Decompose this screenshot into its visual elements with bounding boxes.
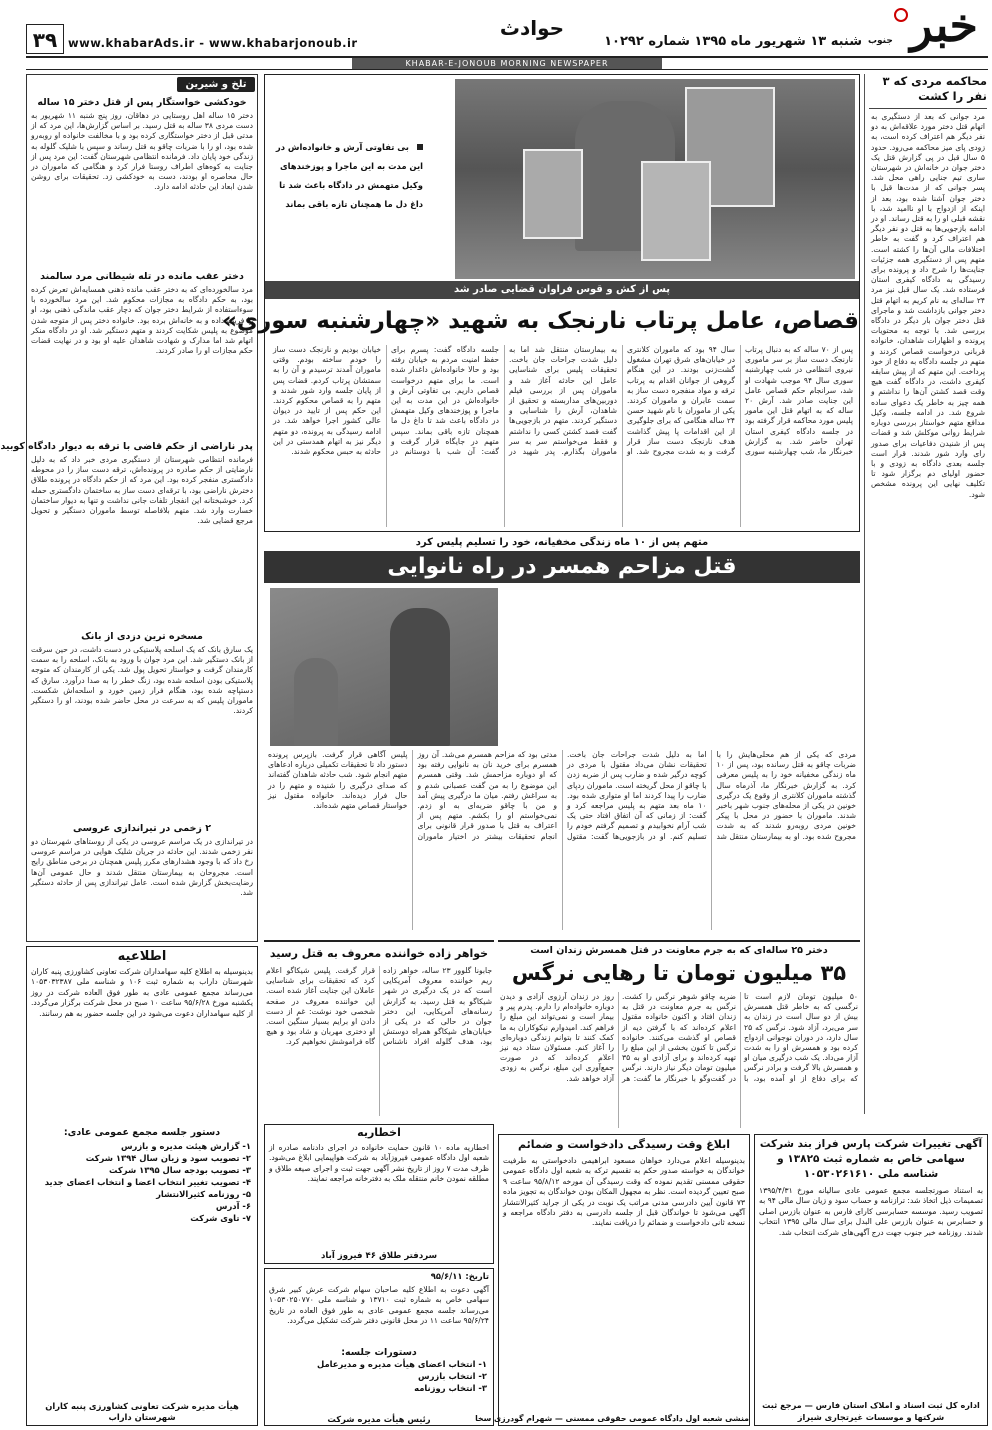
third-story-kicker: دختر ۲۵ ساله‌ای که به جرم معاونت در قتل همسرش زندان است <box>530 945 828 956</box>
agenda-item: ۲- انتخاب بازرس <box>418 1371 487 1381</box>
sidebar-item-body: فرمانده انتظامی شهرستان از دستگیری مردی خبر داد که به دلیل نارضایتی از حکم صادره در پرونده‌اش، ترقه دست ساز را در محوطه دادگستری منفجر کرده بود. این مرد که از حکم دادگاه در پرونده طلاق دخترش ناراضی بود، با ترقه‌ای دست ساز به ساختمان دادگستری حمله کرد. خوشبختانه این انفجار تلفات جانی نداشت و تنها به دیوار ساختمان خسارت وارد شد. متهم بلافاصله توسط ماموران دستگیر و تحویل مرجع قضایی شد. <box>31 455 253 526</box>
newspaper-logo <box>868 2 978 54</box>
invite-notice-agenda <box>265 1358 493 1394</box>
sidebar-label: تلخ و شیرین <box>177 77 255 92</box>
invite-notice-agenda-title: دستورات جلسه: <box>341 1347 417 1358</box>
agenda-item: ۷- تاوی شرکت <box>190 1213 251 1223</box>
date-line: شنبه ۱۳ شهریور ماه ۱۳۹۵ شماره ۱۰۲۹۲ <box>604 34 862 49</box>
sidebar-item-title: پدر ناراضی از حکم قاضی با ترقه به دیوار دادگاه کوبید <box>0 441 253 452</box>
main-story-kicker: پس از کش و قوس فراوان قضایی صادر شد <box>265 281 859 299</box>
person-silhouette-icon <box>390 608 450 746</box>
coop-notice-body: بدینوسیله به اطلاع کلیه سهامداران شرکت تعاونی کشاورزی پنبه کاران شهرستان داراب به شماره ثبت ۱۰۶ و شناسه ملی ۱۰۵۳۰۳۲۳۸۷ می‌رساند مجمع عمومی عادی به طور فوق العاده شرکت در روز یکشنبه مورخ ۹۵/۶/۲۸ ساعت ۱۰ صبح در محل شرکت برگزار می‌گردد. از کلیه سهامداران دعوت می‌شود در این جلسه حضور به هم رسانند. <box>31 967 254 1018</box>
main-story-photo <box>455 79 855 279</box>
coop-notice <box>26 946 258 1426</box>
court-notice-footer: سردفتر طلاق ۴۶ فیروز آباد <box>320 1251 438 1261</box>
sidebar-item-title: ۲ زخمی در تیراندازی عروسی <box>72 823 212 834</box>
coop-notice-agenda-title: دستور جلسه مجمع عمومی عادی: <box>63 1127 221 1138</box>
sidebar <box>0 74 258 942</box>
agenda-item: ۶- آدرس <box>215 1201 251 1211</box>
sidebar-item-body: دختر ۱۵ ساله اهل روستایی در دهاقان، روز پنج شنبه ۱۱ شهریور به دست مردی ۳۸ ساله به قتل رسید. بر اساس گزارش‌ها، این مرد که از مدتی قبل از دختر خواستگاری کرده بود و با مخالفت خانواده او روبه‌رو شده بود، او را با ضربات چاقو به قتل رساند و سپس با شلیک گلوله به زندگی خود پایان داد. فرمانده انتظامی شهرستان گفت: این مرد پس از جنایت به کوه‌های اطراف روستا فرار کرد و هنگامی که ماموران در حال محاصره او بودند، دست به خودکشی زد. تحقیقات برای روشن شدن ابعاد این حادثه ادامه دارد. <box>31 111 253 192</box>
invite-notice-date: تاریخ: ۹۵/۶/۱۱ <box>430 1271 489 1281</box>
second-story-body-top <box>504 588 856 748</box>
agenda-item: ۴- تصویب تغییر انتخاب اعضا و انتخاب اعضای جدید <box>44 1177 251 1187</box>
caption-text: بی تفاوتی آرش و خانواده‌اش در این مدت به این ماجرا و پوزخندهای وکیل متهمش در دادگاه باعث شد تا داغ دل ما همچنان تازه باقی بماند <box>275 142 423 209</box>
right-column-body: مرد جوانی که بعد از دستگیری به اتهام قتل دختر مورد علاقه‌اش به دو نفر دیگر هم اعتراف کرده است، به زودی پای میز محاکمه می‌رود. حدود ۵ سال قبل در پی گزارش قتل یک دختر جوان در خانه‌اش در شهرستان ساری تیم جنایی راهی محل شد. پسر جوانی که از مدت‌ها قبل با دختر جوان آشنا شده بود، بعد از اینکه از ازدواج با او ناامید شد، با نقشه قبلی او را به قتل رساند. او در ادامه بازجویی‌ها به قتل دو نفر دیگر هم اعتراف کرد و گفت به خاطر اختلافات مالی آن‌ها را کشته است. متهم پس از دستگیری همه جزئیات جنایت‌ها را شرح داد و پرونده برای رسیدگی به دادگاه کیفری استان فرستاده شد. یک سال قبل نیز مرد ۲۴ ساله‌ای به نام کریم به اتهام قتل دختر جوانی بازداشت شد و ماجرای قتل دختر جوان بار دیگر در دادگاه بررسی شد. با توجه به محتویات پرونده و اظهارات شاهدان، خانواده قربانی درخواست قصاص کردند و متهم در جلسه دادگاه به دفاع از خود پرداخت. این متهم که از پیش سابقه کیفری داشت، در دادگاه گفت هیچ وقت قصد کشتن آن‌ها را نداشتم و همه چیز به خاطر یک دعوای ساده شروع شد. در ادامه جلسه، وکیل مدافع متهم خواستار بررسی دوباره شرایط روانی موکلش شد و قضات پس از شنیدن دفاعیات برای صدور رای وارد شور شدند. قرار است جلسه بعدی دادگاه به زودی و با حضور اولیای دم برگزار شود تا تکلیف نهایی این پرونده مشخص شود. <box>871 112 985 499</box>
agenda-item: ۱- انتخاب اعضای هیأت مدیره و مدیرعامل <box>316 1359 487 1369</box>
sidebar-item-title: دختر عقب مانده در تله شیطانی مرد سالمند <box>40 271 244 282</box>
third-story-body: ۵۰ میلیون تومان لازم است تا نرگسی که به خاطر قتل همسرش بیش از دو سال است در زندان به سر می‌برد، آزاد شود. نرگس که ۲۵ سال دارد، در دوران نوجوانی ازدواج کرده بود و همسرش او را به شدت آزار می‌داد. یک شب درگیری میان او و همسرش بالا گرفت و برادر نرگس که برای دفاع از او آمده بود، با ضربه چاقو شوهر نرگس را کشت. نرگس به جرم معاونت در قتل به زندان افتاد و اکنون خانواده مقتول اعلام کرده‌اند که با گرفتن دیه از قصاص او گذشت می‌کنند. خانواده نرگس تا کنون بخشی از این مبلغ را تهیه کرده‌اند و برای آزادی او به ۳۵ میلیون تومان دیگر نیاز دارند. نرگس در گفت‌وگو با خبرنگار ما گفت: هر روز در زندان آرزوی آزادی و دیدن دوباره خانواده‌ام را دارم. پدرم پیر و بیمار است و نمی‌تواند این مبلغ را فراهم کند. امیدوارم نیکوکاران به ما کمک کنند تا بتوانم زندگی دوباره‌ای را آغاز کنم. مسئولان ستاد دیه نیز اعلام کرده‌اند که در صورت جمع‌آوری این مبلغ، نرگس به زودی آزاد خواهد شد. <box>500 992 858 1083</box>
agenda-item: ۳- تصویب بودجه سال ۱۳۹۵ شرکت <box>109 1165 251 1175</box>
caption-marker-icon <box>417 144 423 150</box>
sidebar-item-body: در تیراندازی در یک مراسم عروسی در یکی از روستاهای شهرستان دو نفر زخمی شدند. این حادثه در جریان شلیک هوایی در مراسم عروسی رخ داد که با وجود هشدارهای مکرر پلیس همچنان در برخی مناطق رایج است. مجروحان به بیمارستان منتقل شدند و حال عمومی آن‌ها رضایت‌بخش گزارش شده است. عامل تیراندازی پس از حادثه دستگیر شد. <box>31 837 253 898</box>
agenda-item: ۱- گزارش هیئت مدیره و بازرس <box>120 1141 251 1151</box>
second-story-photo <box>270 588 498 746</box>
sidebar-item-title: خودکشی خواستگار پس از قتل دختر ۱۵ ساله <box>37 97 247 108</box>
logo-emblem-icon <box>894 8 908 22</box>
probate-notice-body: بدینوسیله اعلام می‌دارد خواهان مسعود ابراهیمی دادخواستی به طرفیت خواندگان به خواسته صدور حکم به تقسیم ترکه به شعبه اول دادگاه عمومی حقوقی ممسنی تقدیم نموده که وقت رسیدگی آن مورخه ۹۵/۸/۱۲ ساعت ۹ صبح تعیین گردیده است. نظر به مجهول المکان بودن خواندگان به تجویز ماده ۷۳ قانون آیین دادرسی مدنی مراتب یک نوبت در یکی از جراید کثیرالانتشار آگهی می‌شود تا خواندگان قبل از جلسه دادرسی به دفتر دادگاه مراجعه و نسخه ثانی دادخواست و ضمائم را دریافت نمایند. <box>503 1156 745 1228</box>
invite-notice-body: آگهی دعوت به اطلاع کلیه صاحبان سهام شرکت عرش کبیر شرق سهامی خاص به شماره ثبت ۱۳۷۱۰ و شناسه ملی ۱۰۵۳۰۲۵۰۷۷۰ می‌رساند جلسه مجمع عمومی عادی به طور فوق العاده در تاریخ ۹۵/۶/۲۴ ساعت ۱۱ در محل قانونی دفتر شرکت تشکیل می‌گردد. <box>269 1285 489 1326</box>
logo-subtext: جنوب <box>868 36 893 46</box>
celeb-story-body: جابونا گلوور ۲۳ ساله، خواهر زاده ریم خواننده معروف آمریکایی است که در یک درگیری در شهر شیکاگو به قتل رسید. به گزارش رسانه‌های آمریکایی، این دختر جوان در حالی که در یکی از خیابان‌های شیکاگو همراه دوستش بود، هدف گلوله افراد ناشناس قرار گرفت. پلیس شیکاگو اعلام کرد که تحقیقات برای شناسایی عاملان این جنایت آغاز شده است. این خواننده معروف در صفحه شخصی خود نوشت: غم از دست دادن او برایم بسیار سنگین است. او دختری مهربان و شاد بود و هیچ گاه فراموشش نخواهیم کرد. <box>266 966 493 1047</box>
company-change-notice <box>754 1134 988 1426</box>
court-notice-body: اخطاریه ماده ۱۰ قانون حمایت خانواده در اجرای دادنامه صادره از شعبه اول دادگاه عمومی فیروزآباد به شرکت هواپیمایی ابلاغ می‌شود. ظرف مدت ۷ روز از تاریخ نشر آگهی جهت ثبت و اجرای صیغه طلاق و مطلقه نمودن خانم منتقله ملک به دفترخانه مراجعه نمایند. <box>269 1143 489 1184</box>
portrait-icon <box>641 161 711 261</box>
right-column-story <box>869 74 987 1114</box>
coop-notice-title: اطلاعیه <box>117 949 167 964</box>
site-urls: www.khabarAds.ir - www.khabarjonoub.ir <box>68 36 358 50</box>
right-column-title: محاکمه مردی که ۳ نفر را کشت <box>869 74 987 109</box>
invite-notice-footer: رئیس هیأت مدیره شرکت <box>327 1414 431 1424</box>
second-story-kicker: متهم پس از ۱۰ ماه زندگی مخفیانه، خود را تسلیم پلیس کرد <box>415 537 709 548</box>
court-notice <box>264 1124 494 1264</box>
masthead-subline: KHABAR-E-JONOUB MORNING NEWSPAPER <box>352 58 662 69</box>
probate-notice-footer: منشی شعبه اول دادگاه عمومی حقوقی ممسنی — شهرام گودرزی سخا <box>475 1414 749 1423</box>
person-silhouette-icon <box>294 658 338 746</box>
coop-notice-agenda <box>27 1140 257 1224</box>
probate-notice <box>475 1134 750 1426</box>
logo-text: خبر <box>910 0 978 52</box>
main-story <box>222 74 860 532</box>
court-notice-title: اخطاریه <box>357 1126 401 1139</box>
section-title: حوادث <box>499 16 565 40</box>
portrait-icon <box>523 149 583 239</box>
page-number: ۳۹ <box>26 24 64 54</box>
third-story <box>498 940 860 1130</box>
company-change-notice-footer: اداره کل ثبت اسناد و املاک استان فارس — مرجع ثبت شرکتها و موسسات غیرتجاری شیراز <box>762 1400 980 1422</box>
sidebar-item-body: مرد سالخورده‌ای که به دختر عقب مانده ذهنی همسایه‌اش تعرض کرده بود، به حکم دادگاه به مجازات محکوم شد. این مرد سالخورده با سوءاستفاده از شرایط دختر جوان که دچار عقب ماندگی ذهنی بود، او را فریب داده و به خانه‌اش برده بود. خانواده دختر پس از متوجه شدن موضوع به پلیس شکایت کردند و متهم دستگیر شد. او در دادگاه منکر اتهام شد اما مدارک و شهادت شاهدان علیه او بود و در نهایت قضات حکم مجازات او را صادر کردند. <box>31 285 253 356</box>
main-story-headline: قصاص، عامل پرتاب نارنجک به شهید «چهارشنبه سوری» <box>222 308 859 334</box>
company-change-notice-body: به استناد صورتجلسه مجمع عمومی عادی سالیانه مورخ ۱۳۹۵/۴/۳۱ تصمیمات ذیل اتخاذ شد: ترازنامه و حساب سود و زیان سال مالی ۹۴ به تصویب رسید. موسسه حسابرسی کارای فارس به عنوان بازرس اصلی و حسابرس به عنوان بازرس علی البدل برای سال مالی ۱۳۹۵ انتخاب شدند. روزنامه خبر جنوب جهت درج آگهی‌های شرکت انتخاب شد. <box>759 1186 984 1237</box>
coop-notice-footer: هیأت مدیره شرکت تعاونی کشاورزی پنبه کاران شهرستان داراب <box>45 1401 239 1422</box>
company-change-notice-title: آگهی تغییرات شرکت پارس فراز بند شرکت سهامی خاص به شماره ثبت ۱۳۸۲۵ و شناسه ملی ۱۰۵۳۰۲۶۱۶۱۰ <box>759 1138 983 1180</box>
second-story-body: مردی که یکی از هم محلی‌هایش را با ضربات چاقو به قتل رسانده بود، پس از ۱۰ ماه زندگی مخفیانه خود را به پلیس معرفی کرد. به گزارش خبرنگار ما، آذرماه سال گذشته ماموران کلانتری از وقوع یک درگیری خونین در یکی از محله‌های جنوب شهر باخبر شدند. ماموران با حضور در محل با پیکر خونین مردی روبه‌رو شدند که به شدت مجروح شده بود. او به بیمارستان منتقل شد اما به دلیل شدت جراحات جان باخت. تحقیقات نشان می‌داد مقتول با مردی در کوچه درگیر شده و ضارب پس از ضربه زدن با چاقو از محل گریخته است. ماموران ردپای ضارب را پیدا کردند اما او متواری شده بود. ۱۰ ماه بعد متهم به پلیس مراجعه کرد و گفت: از زمانی که آن اتفاق افتاد حتی یک شب آرام نخوابیدم و تصمیم گرفتم خودم را تسلیم کنم. او در بازجویی‌ها گفت: مقتول مدتی بود که مزاحم همسرم می‌شد. آن روز همسرم برای خرید نان به نانوایی رفته بود که او دوباره مزاحمش شد. وقتی همسرم این موضوع را به من گفت عصبانی شدم و به سراغش رفتم. میان ما درگیری پیش آمد و من با چاقو ضربه‌ای به او زدم. نمی‌خواستم او را بکشم. متهم پس از اعتراف به قتل با صدور قرار قانونی برای انجام تحقیقات بیشتر در اختیار ماموران پلیس آگاهی قرار گرفت. بازپرس پرونده دستور داد تا تحقیقات تکمیلی درباره ادعاهای متهم انجام شود. شب حادثه شاهدان گفته‌اند که صدای درگیری را شنیده و متهم را در حال فرار دیده‌اند. خانواده مقتول نیز خواستار قصاص متهم شده‌اند. <box>268 750 856 841</box>
agenda-item: ۵- روزنامه کثیرالانتشار <box>156 1189 251 1199</box>
celeb-story <box>264 940 494 1120</box>
invite-notice <box>264 1268 494 1426</box>
agenda-item: ۳- انتخاب روزنامه <box>414 1383 487 1393</box>
sidebar-item-body: یک سارق بانک که یک اسلحه پلاستیکی در دست داشت، در حین سرقت از بانک دستگیر شد. این مرد جوان با ورود به بانک، اسلحه را به سمت کارمندان گرفت و خواستار تحویل پول شد. یکی از کارمندان که متوجه پلاستیکی بودن اسلحه شده بود، زنگ خطر را به صدا درآورد. سارق که دستپاچه شده بود، هنگام فرار زمین خورد و اسلحه‌اش شکست. ماموران پلیس که به سرعت در محل حاضر شده بودند، او را دستگیر کردند. <box>31 645 253 716</box>
main-story-body: پس از ۷۰ ساله که به دنبال پرتاب نارنجک دست ساز بر سر ماموری نیروی انتظامی در شب چهارشنبه سوری سال ۹۴ موجب شهادت او شد، سرانجام حکم قصاص عامل این جنایت صادر شد. آرش ۲۰ ساله که به اتهام قتل این مامور پلیس مورد محاکمه قرار گرفته بود در جلسه دادگاه کیفری استان تهران حاضر شد. به گزارش خبرنگار ما، شب چهارشنبه سوری سال ۹۴ بود که ماموران کلانتری در خیابان‌های شرق تهران مشغول گشت‌زنی بودند. در این هنگام گروهی از جوانان اقدام به پرتاب ترقه و مواد منفجره دست ساز به سمت عابران و ماموران کردند. یکی از ماموران با نام شهید حسن ۲۴ ساله هنگامی که برای جلوگیری از این اقدامات پا پیش گذاشت هدف نارنجک دست ساز قرار گرفت و به شدت مجروح شد. او به بیمارستان منتقل شد اما به دلیل شدت جراحات جان باخت. تحقیقات پلیس برای شناسایی عامل این حادثه آغاز شد و ماموران پس از بررسی فیلم دوربین‌های مداربسته و تحقیق از شاهدان، آرش را شناسایی و دستگیر کردند. متهم در بازجویی‌ها گفت قصد کشتن کسی را نداشتم و فقط می‌خواستم سر به سر ماموران بگذارم. پدر شهید در جلسه دادگاه گفت: پسرم برای حفظ امنیت مردم به خیابان رفته بود و حالا خانواده‌اش داغدار شده است. ما برای متهم درخواست قصاص داریم. بی تفاوتی آرش و خانواده‌اش در این مدت به این ماجرا و پوزخندهای وکیل متهمش در دادگاه باعث شد تا داغ دل ما همچنان تازه باقی بماند. سپس متهم در جایگاه قرار گرفت و گفت: آن شب با دوستانم در خیابان بودیم و نارنجک دست ساز را خودم ساخته بودم. وقتی ماموران آمدند ترسیدم و آن را به سمتشان پرتاب کردم. قضات پس از پایان جلسه وارد شور شدند و متهم را به قصاص محکوم کردند. این حکم پس از تایید در دیوان عالی کشور اجرا خواهد شد. در ادامه رسیدگی به پرونده، دو متهم دیگر نیز به اتهام همدستی در این حادثه به حبس محکوم شدند. <box>273 345 853 457</box>
second-story-headline: قتل مزاحم همسر در راه نانوایی <box>264 551 860 583</box>
celeb-story-title: خواهر زاده خواننده معروف به قتل رسید <box>269 947 489 960</box>
coop-notice-extra <box>27 1224 257 1384</box>
main-story-photo-caption <box>273 135 423 211</box>
third-story-headline: ۳۵ میلیون تومان تا رهایی نرگس <box>511 961 847 985</box>
sidebar-item-title: مسخره ترین دزدی از بانک <box>81 631 203 642</box>
agenda-item: ۲- تصویب سود و زیان سال ۱۳۹۴ شرکت <box>85 1153 251 1163</box>
probate-notice-title: ابلاغ وقت رسیدگی دادخواست و ضمائم <box>518 1138 730 1151</box>
masthead <box>22 0 992 70</box>
